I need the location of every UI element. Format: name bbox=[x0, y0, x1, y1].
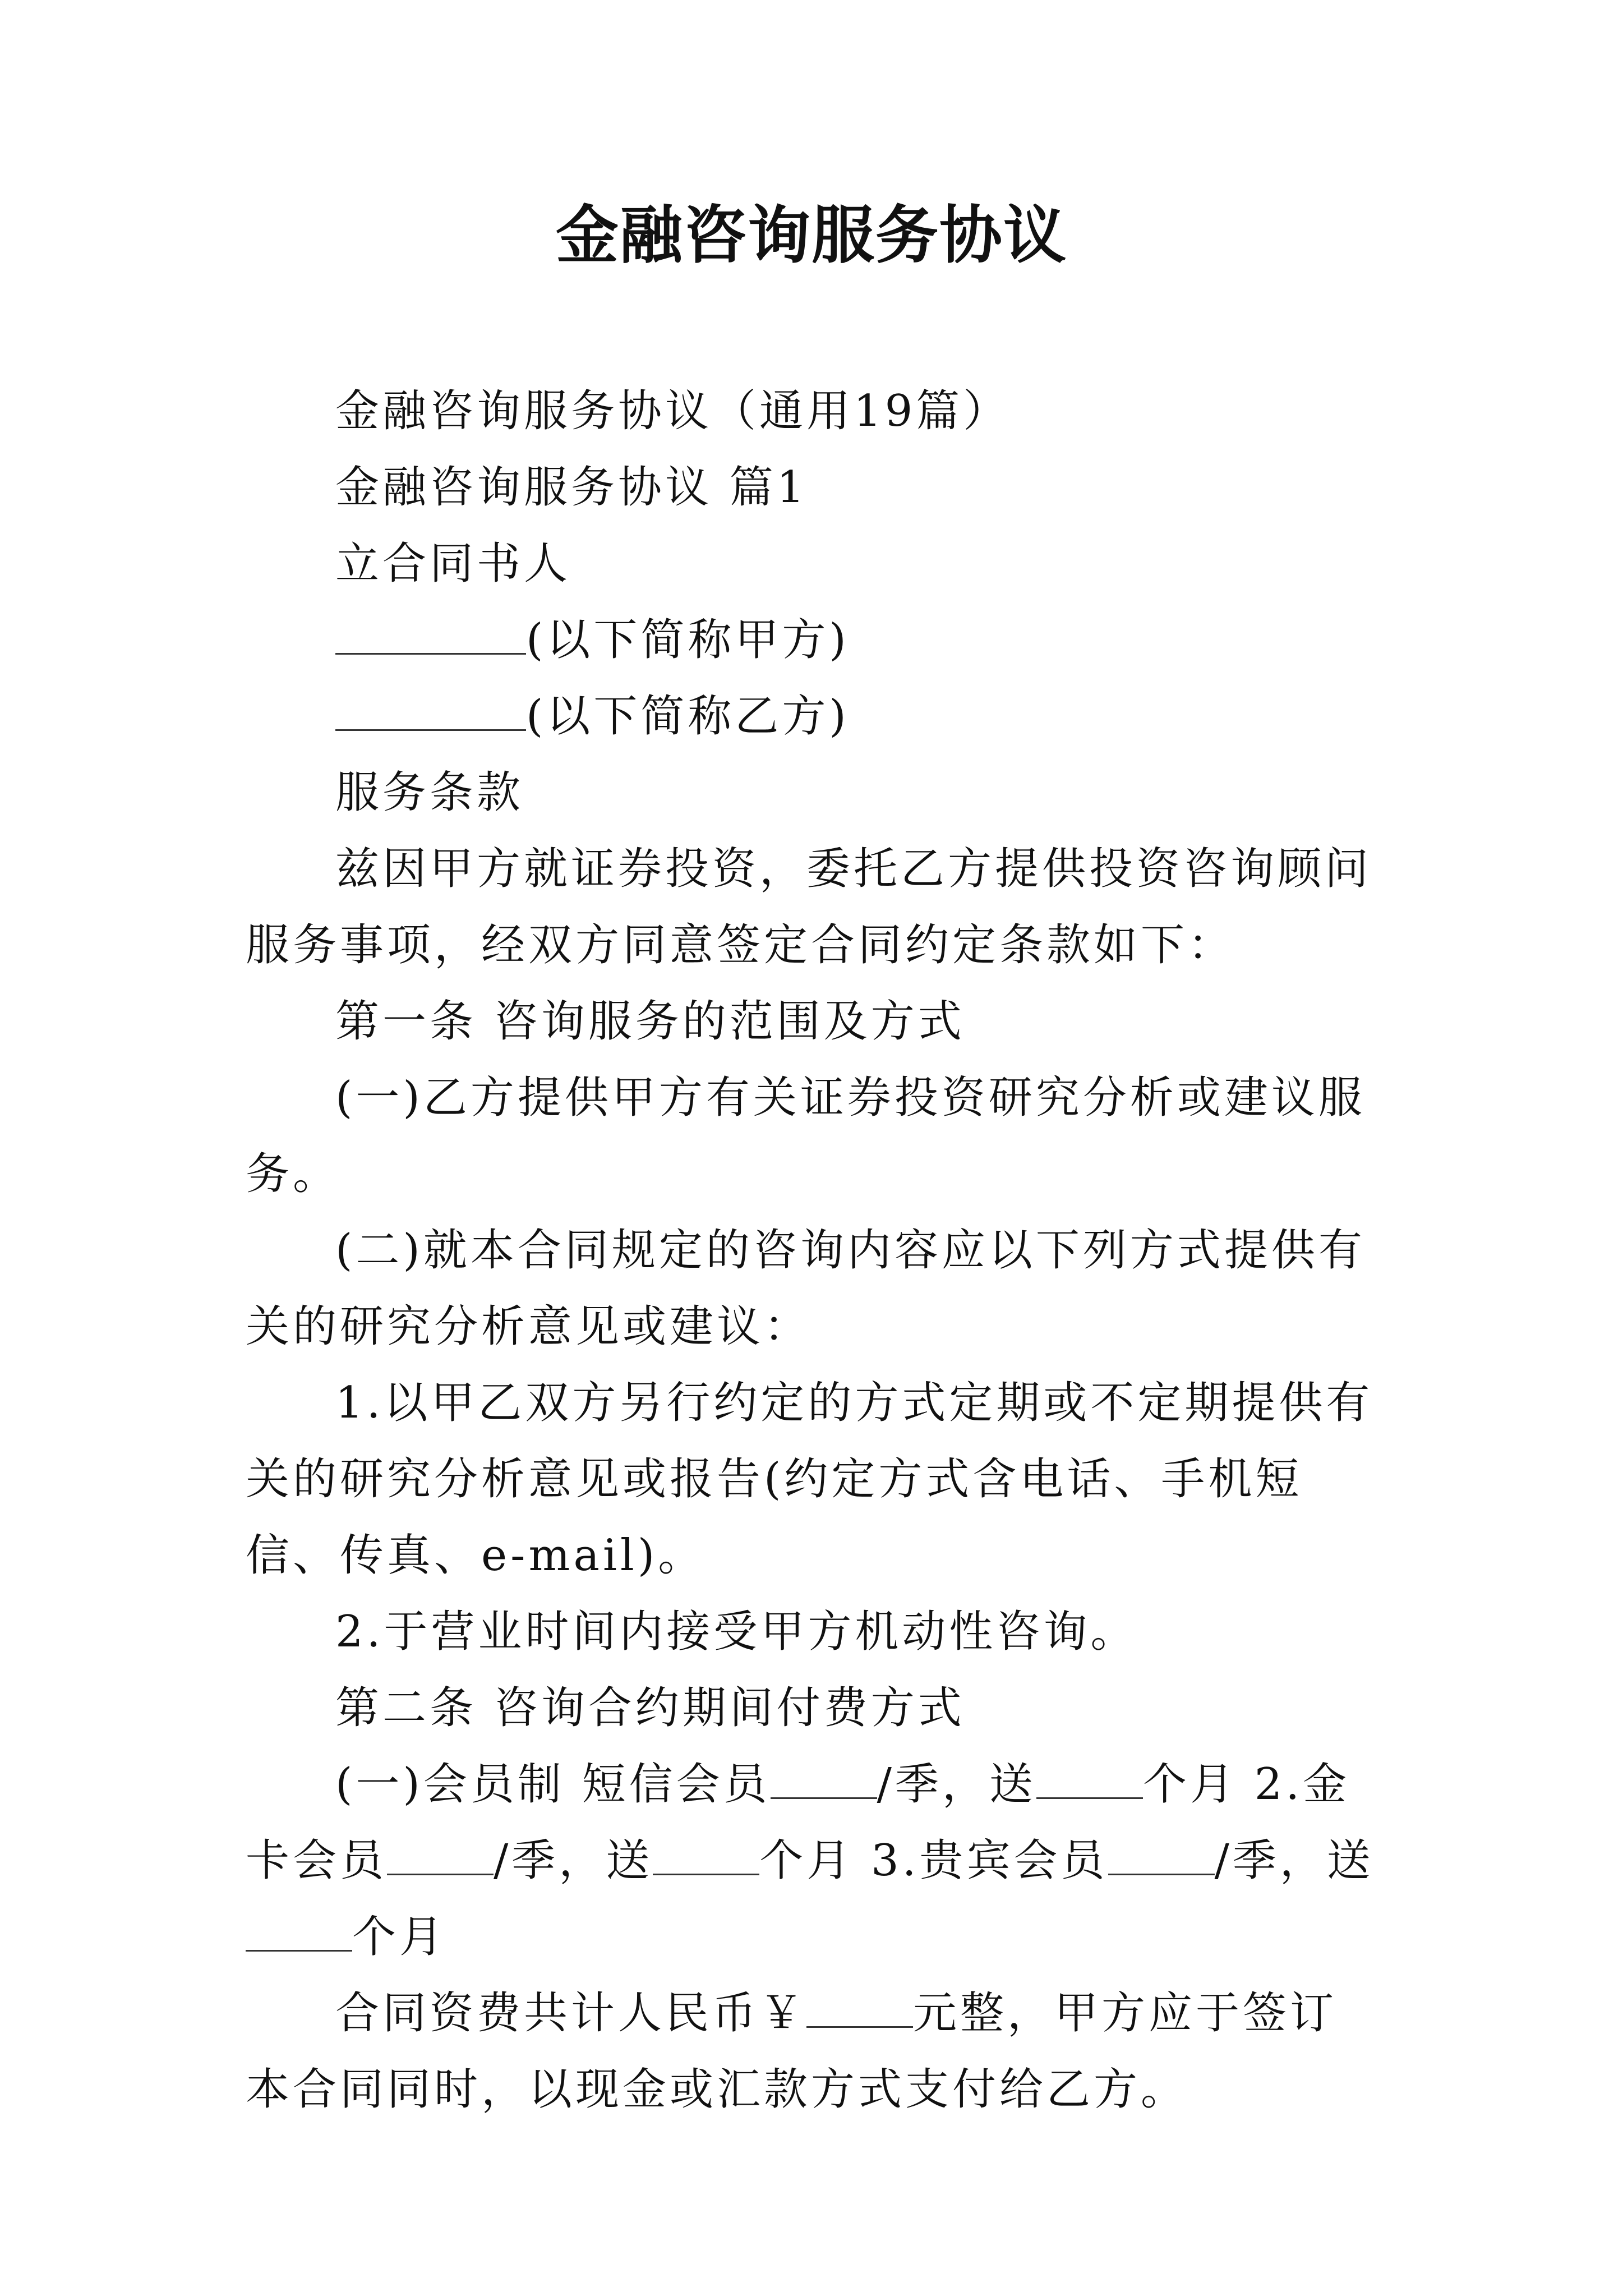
fee-text-1: 合同资费共计人民币￥ bbox=[335, 1988, 807, 2039]
party-b-blank bbox=[335, 725, 526, 731]
intro-paragraph: 兹因甲方就证券投资，委托乙方提供投资咨询顾问服务事项，经双方同意签定合同约定条款如下： bbox=[246, 844, 1372, 970]
terms-heading: 服务条款 bbox=[335, 767, 524, 818]
article1-item1: (一)乙方提供甲方有关证券投资研究分析或建议服务。 bbox=[246, 1073, 1366, 1199]
membership-text-6: /季，送 bbox=[1214, 1835, 1374, 1886]
membership-text-4: /季，送 bbox=[494, 1835, 653, 1886]
gold-member-bonus-blank bbox=[653, 1869, 759, 1875]
document-title: 金融咨询服务协议 bbox=[556, 199, 1067, 272]
fee-paragraph bbox=[246, 1975, 1378, 2128]
party-b-line bbox=[246, 678, 1378, 754]
membership-text-2: /季，送 bbox=[877, 1759, 1036, 1810]
vip-member-price-blank bbox=[1108, 1869, 1215, 1875]
document-heading: 金融咨询服务协议（通用19篇） bbox=[335, 386, 1011, 436]
article1-item2: (二)就本合同规定的咨询内容应以下列方式提供有关的研究分析意见或建议： bbox=[246, 1225, 1366, 1352]
membership-text-5: 个月 3.贵宾会员 bbox=[759, 1835, 1108, 1886]
membership-paragraph bbox=[246, 1746, 1378, 1975]
membership-text-1: (一)会员制 短信会员 bbox=[335, 1759, 771, 1810]
party-a-suffix: (以下简称甲方) bbox=[526, 615, 850, 665]
section-title: 金融咨询服务协议 篇1 bbox=[335, 462, 808, 513]
gold-member-price-blank bbox=[387, 1869, 494, 1875]
party-a-line bbox=[246, 602, 1378, 678]
article1-title: 第一条 咨询服务的范围及方式 bbox=[335, 996, 965, 1047]
fee-amount-blank bbox=[806, 2022, 913, 2028]
sms-member-bonus-blank bbox=[1036, 1793, 1143, 1799]
article2-title: 第二条 咨询合约期间付费方式 bbox=[335, 1683, 965, 1733]
membership-text-7: 个月 bbox=[352, 1912, 447, 1962]
party-a-blank bbox=[335, 648, 526, 655]
vip-member-bonus-blank bbox=[246, 1945, 352, 1952]
article1-item2-2: 2.于营业时间内接受甲方机动性咨询。 bbox=[335, 1607, 1138, 1657]
parties-intro: 立合同书人 bbox=[335, 539, 571, 589]
document-body bbox=[246, 373, 1378, 2128]
sms-member-price-blank bbox=[771, 1793, 877, 1799]
article1-item2-1: 1.以甲乙双方另行约定的方式定期或不定期提供有关的研究分析意见或报告(约定方式含电话、手机短信、传真、e-mail)。 bbox=[246, 1378, 1373, 1581]
party-b-suffix: (以下简称乙方) bbox=[526, 691, 850, 742]
fee-text-2: 元整，甲方应于签订本合同同时，以现金或汇款方式支付给乙方。 bbox=[246, 1988, 1338, 2115]
membership-text-3: 个月 2.金卡会员 bbox=[246, 1759, 1350, 1886]
